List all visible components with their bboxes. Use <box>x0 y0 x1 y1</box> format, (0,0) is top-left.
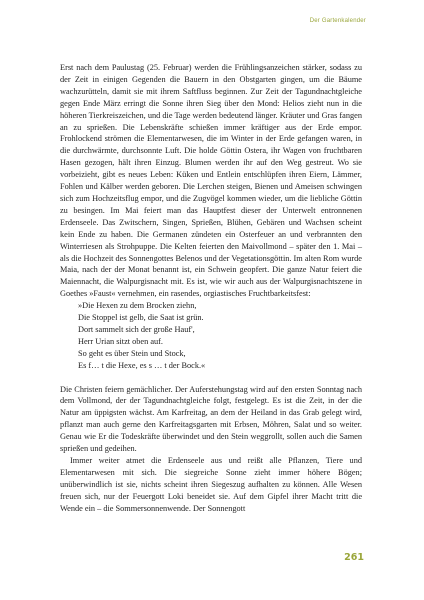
body-text <box>60 62 362 515</box>
verse-line: Es f… t die Hexe, es s … t der Bock.« <box>78 360 206 370</box>
verse-line: So geht es über Stein und Stock, <box>78 348 186 358</box>
verse-line: Herr Urian sitzt oben auf. <box>78 336 164 346</box>
verse-line: »Die Hexen zu dem Brocken ziehn, <box>78 301 197 311</box>
paragraph-gap <box>60 372 362 384</box>
verse-line: Die Stoppel ist gelb, die Saat ist grün. <box>78 313 204 323</box>
running-head: Der Gartenkalender <box>309 18 366 24</box>
verse-quote <box>78 300 362 371</box>
page-number: 261 <box>344 552 364 563</box>
paragraph-3: Immer weiter atmet die Erdenseele aus und reißt alle Pflanzen, Tiere und Elementarwesen mit sich. Die siegreiche Sonne zieht immer höhere Bögen; unüberwindlich ist sie, nichts scheint ihren Siegeszug aufhalten zu können. Alle Wesen freuen sich, nur der Feuergott Loki beneidet sie. Auf dem Gipfel ihrer Macht tritt die Wende ein – die Sommersonnenwende. Der Sonnengott <box>60 456 362 513</box>
verse-line: Dort sammelt sich der große Hauf', <box>78 324 195 334</box>
paragraph-1: Erst nach dem Paulustag (25. Februar) werden die Frühlingsanzeichen stärker, sodass zu der Zeit in einigen Gegenden die Bauern in den Obstgarten gingen, um die Bäume wachzurütteln, damit sie mit ihrem Saftfluss beginnen. Zur Zeit der Tagundnachtgleiche gegen Ende März erringt die Sonne ihren Sieg über den Mond: Helios zieht nun in die höheren Tierkreiszeichen, und die Tage werden bedeutend länger. Kräuter und Gras fangen an zu sprießen. Die Lebenskräfte schießen immer kräftiger aus der Erde empor. Frohlockend strömen die Elementarwesen, die im Winter in der Erde gefangen waren, in die durchwärmte, durchsonnte Luft. Die holde Göttin Ostera, ihr Wagen von fruchtbaren Hasen gezogen, hält ihren Einzug. Blumen werden ihr auf den Weg gestreut. Wo sie vorbeizieht, gibt es neues Leben: Küken und Entlein entschlüpfen ihren Eiern, Lämmer, Fohlen und Kälber werden geboren. Die Lerchen steigen, Bienen und Ameisen schwingen sich zum Hochzeitsflug empor, und die Zugvögel kommen wieder, um die liebliche Göttin zu besingen. Im Mai feiert man das Hauptfest dieser der Unterwelt entronnenen Erdenseele. Das Zwitschern, Singen, Sprießen, Blühen, Gebären und Wachsen scheint kein Ende zu haben. Die Germanen zündeten ein Osterfeuer an und verbrannten den Winterriesen als Strohpuppe. Die Kelten feierten den Maivollmond – später den 1. Mai – als die Hochzeit des Sonnengottes Belenos und der Vegetationsgöttin. Im alten Rom wurde Maia, nach der der Monat benannt ist, ein Schwein geopfert. Die ganze Natur feiert die Maiennacht, die Walpurgisnacht mit. Es ist, wie wir auch aus der Walpurgisnachtszene in Goethes »Faust« vernehmen, ein rasendes, orgiastisches Fruchtbarkeitsfest: <box>60 63 362 299</box>
paragraph-2: Die Christen feiern gemächlicher. Der Auferstehungstag wird auf den ersten Sonntag nach dem Vollmond, der der Tagundnachtgleiche folgt, festgelegt. Es ist die Zeit, in der die Natur am üppigsten wächst. Am Karfreitag, an dem der Heiland in das Grab gelegt wird, pflanzt man auch gerne den Karfreitagsgarten mit Erbsen, Möhren, Salat und so weiter. Genau wie Er die Todeskräfte überwindet und den Stein weggrollt, sollen auch die Samen sprießen und gedeihen. <box>60 384 362 454</box>
